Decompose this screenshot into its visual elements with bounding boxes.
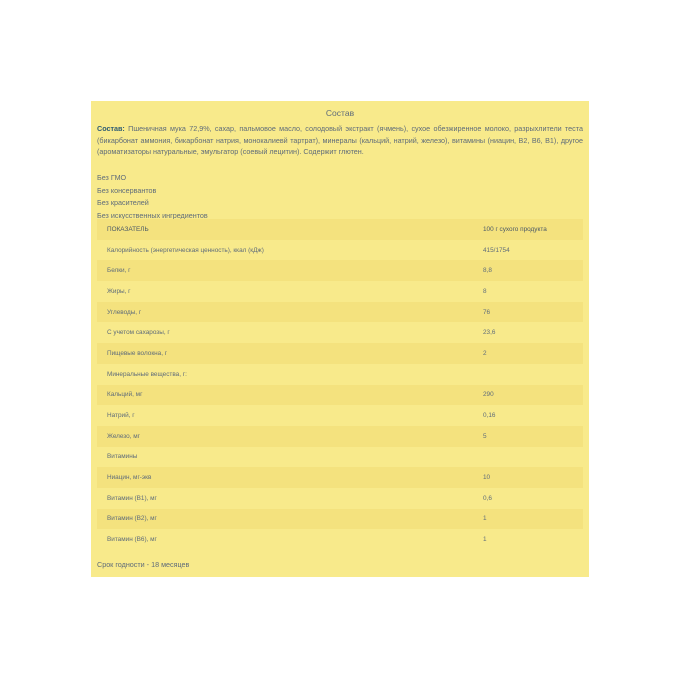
row-label: Витамины	[107, 453, 138, 461]
table-row	[97, 343, 583, 364]
row-value: 290	[483, 391, 494, 399]
row-label: Ниацин, мг-экв	[107, 474, 152, 482]
table-row	[97, 302, 583, 323]
composition-text	[97, 123, 583, 158]
row-value: 2	[483, 349, 487, 357]
table-row	[97, 467, 583, 488]
row-value: 1	[483, 536, 487, 544]
table-row	[97, 364, 583, 385]
table-header	[97, 219, 583, 240]
row-label: Белки, г	[107, 267, 131, 275]
row-label: Витамин (В6), мг	[107, 536, 157, 544]
table-row	[97, 385, 583, 406]
table-row	[97, 322, 583, 343]
row-value: 1	[483, 515, 487, 523]
row-value: 10	[483, 474, 491, 482]
row-value: 8,8	[483, 267, 492, 275]
row-value: 8	[483, 287, 487, 295]
row-label: Натрий, г	[107, 412, 135, 420]
header-indicator: ПОКАЗАТЕЛЬ	[107, 225, 149, 233]
row-label: Углеводы, г	[107, 308, 142, 316]
row-label: С учетом сахарозы, г	[107, 329, 170, 337]
note-no-preservatives: Без консервантов	[97, 185, 157, 195]
table-row	[97, 260, 583, 281]
row-value: 0,6	[483, 494, 492, 502]
row-value: 5	[483, 432, 487, 440]
row-label: Витамин (В1), мг	[107, 494, 157, 502]
nutrition-table	[97, 219, 583, 550]
table-row	[97, 447, 583, 468]
header-per-100g: 100 г сухого продукта	[483, 225, 547, 233]
row-value: 23,6	[483, 329, 496, 337]
table-row	[97, 426, 583, 447]
section-title: Состав	[325, 108, 355, 118]
table-row	[97, 405, 583, 426]
note-no-gmo: Без ГМО	[97, 173, 127, 182]
row-label: Калорийность (энергетическая ценность), ккал (кДж)	[107, 246, 264, 254]
table-row	[97, 240, 583, 261]
row-value: 415/1754	[483, 246, 510, 254]
row-label: Жиры, г	[107, 287, 131, 295]
shelf-life: Срок годности - 18 месяцев	[97, 560, 190, 569]
note-no-artificial: Без искусственных ингредиентов	[97, 210, 208, 220]
note-no-colorants: Без красителей	[97, 198, 149, 207]
row-value: 0,16	[483, 412, 496, 420]
table-row	[97, 529, 583, 550]
table-row	[97, 488, 583, 509]
composition-panel	[91, 101, 589, 577]
row-label: Минеральные вещества, г:	[107, 370, 187, 378]
composition-body: Пшеничная мука 72,9%, сахар, пальмовое масло, солодовый экстракт (ячмень), сухое обезжиренное молоко, разрыхлители теста (бикарбонат аммония, бикарбонат натрия, монокалиевй тартрат), минералы (кальций, натрий, железо), витамины (ниацин, В2, В6, В1), другое (ароматизаторы натуральные, эмульгатор (соевый лецитин). Содержит глютен.	[97, 124, 583, 156]
table-row	[97, 509, 583, 530]
row-label: Витамин (В2), мг	[107, 515, 157, 523]
row-label: Пищевые волокна, г	[107, 349, 168, 357]
row-label: Железо, мг	[107, 432, 140, 440]
row-value: 76	[483, 308, 491, 316]
composition-label: Состав:	[97, 124, 125, 133]
table-row	[97, 281, 583, 302]
row-label: Кальций, мг	[107, 391, 143, 399]
notes-list	[97, 172, 208, 222]
